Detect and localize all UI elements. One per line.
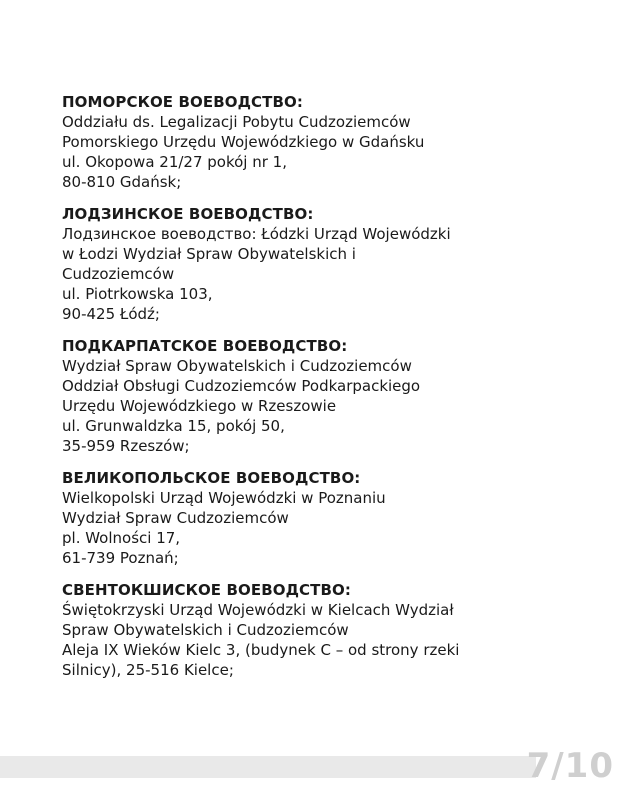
address-line: Wydział Spraw Obywatelskich i Cudzoziemców bbox=[62, 357, 412, 375]
address-line: Urzędu Wojewódzkiego w Rzeszowie bbox=[62, 397, 337, 415]
section-title: ВЕЛИКОПОЛЬСКОЕ ВОЕВОДСТВО: bbox=[62, 469, 361, 487]
address-line: Spraw Obywatelskich i Cudzoziemców bbox=[62, 621, 349, 639]
section-swietokrzyskie bbox=[62, 580, 622, 680]
address-lines bbox=[62, 224, 622, 324]
section-title: ПОДКАРПАТСКОЕ ВОЕВОДСТВО: bbox=[62, 337, 348, 355]
document-content bbox=[62, 92, 622, 692]
section-title: ПОМОРСКОЕ ВОЕВОДСТВО: bbox=[62, 93, 303, 111]
address-line: Świętokrzyski Urząd Wojewódzki w Kielcach Wydział bbox=[62, 601, 454, 619]
address-line: Oddziału ds. Legalizacji Pobytu Cudzoziemców bbox=[62, 113, 411, 131]
address-line: ul. Grunwaldzka 15, pokój 50, bbox=[62, 417, 285, 435]
address-lines bbox=[62, 600, 622, 680]
address-lines bbox=[62, 356, 622, 456]
address-line: ul. Piotrkowska 103, bbox=[62, 285, 213, 303]
section-wielkopolskie bbox=[62, 468, 622, 568]
address-line: Silnicy), 25-516 Kielce; bbox=[62, 661, 234, 679]
section-title: СВЕНТОКШИСКОЕ ВОЕВОДСТВО: bbox=[62, 581, 351, 599]
address-line: 90-425 Łódź; bbox=[62, 305, 160, 323]
address-line: Лодзинское воеводство: Łódzki Urząd Wojewódzki bbox=[62, 225, 451, 243]
address-line: 35-959 Rzeszów; bbox=[62, 437, 190, 455]
address-lines bbox=[62, 112, 622, 192]
page-number: 7/10 bbox=[526, 746, 614, 786]
section-podkarpackie bbox=[62, 336, 622, 456]
address-line: w Łodzi Wydział Spraw Obywatelskich i bbox=[62, 245, 356, 263]
address-line: Cudzoziemców bbox=[62, 265, 175, 283]
section-title: ЛОДЗИНСКОЕ ВОЕВОДСТВО: bbox=[62, 205, 314, 223]
address-line: Wielkopolski Urząd Wojewódzki w Poznaniu bbox=[62, 489, 386, 507]
section-lodzkie bbox=[62, 204, 622, 324]
address-line: pl. Wolności 17, bbox=[62, 529, 181, 547]
address-line: 61-739 Poznań; bbox=[62, 549, 179, 567]
address-line: 80-810 Gdańsk; bbox=[62, 173, 182, 191]
address-line: Wydział Spraw Cudzoziemców bbox=[62, 509, 289, 527]
address-line: ul. Okopowa 21/27 pokój nr 1, bbox=[62, 153, 287, 171]
address-line: Aleja IX Wieków Kielc 3, (budynek C – od strony rzeki bbox=[62, 641, 460, 659]
section-pomorskie bbox=[62, 92, 622, 192]
address-line: Pomorskiego Urzędu Wojewódzkiego w Gdańsku bbox=[62, 133, 425, 151]
address-line: Oddział Obsługi Cudzoziemców Podkarpackiego bbox=[62, 377, 421, 395]
footer-bar bbox=[0, 756, 536, 778]
address-lines bbox=[62, 488, 622, 568]
